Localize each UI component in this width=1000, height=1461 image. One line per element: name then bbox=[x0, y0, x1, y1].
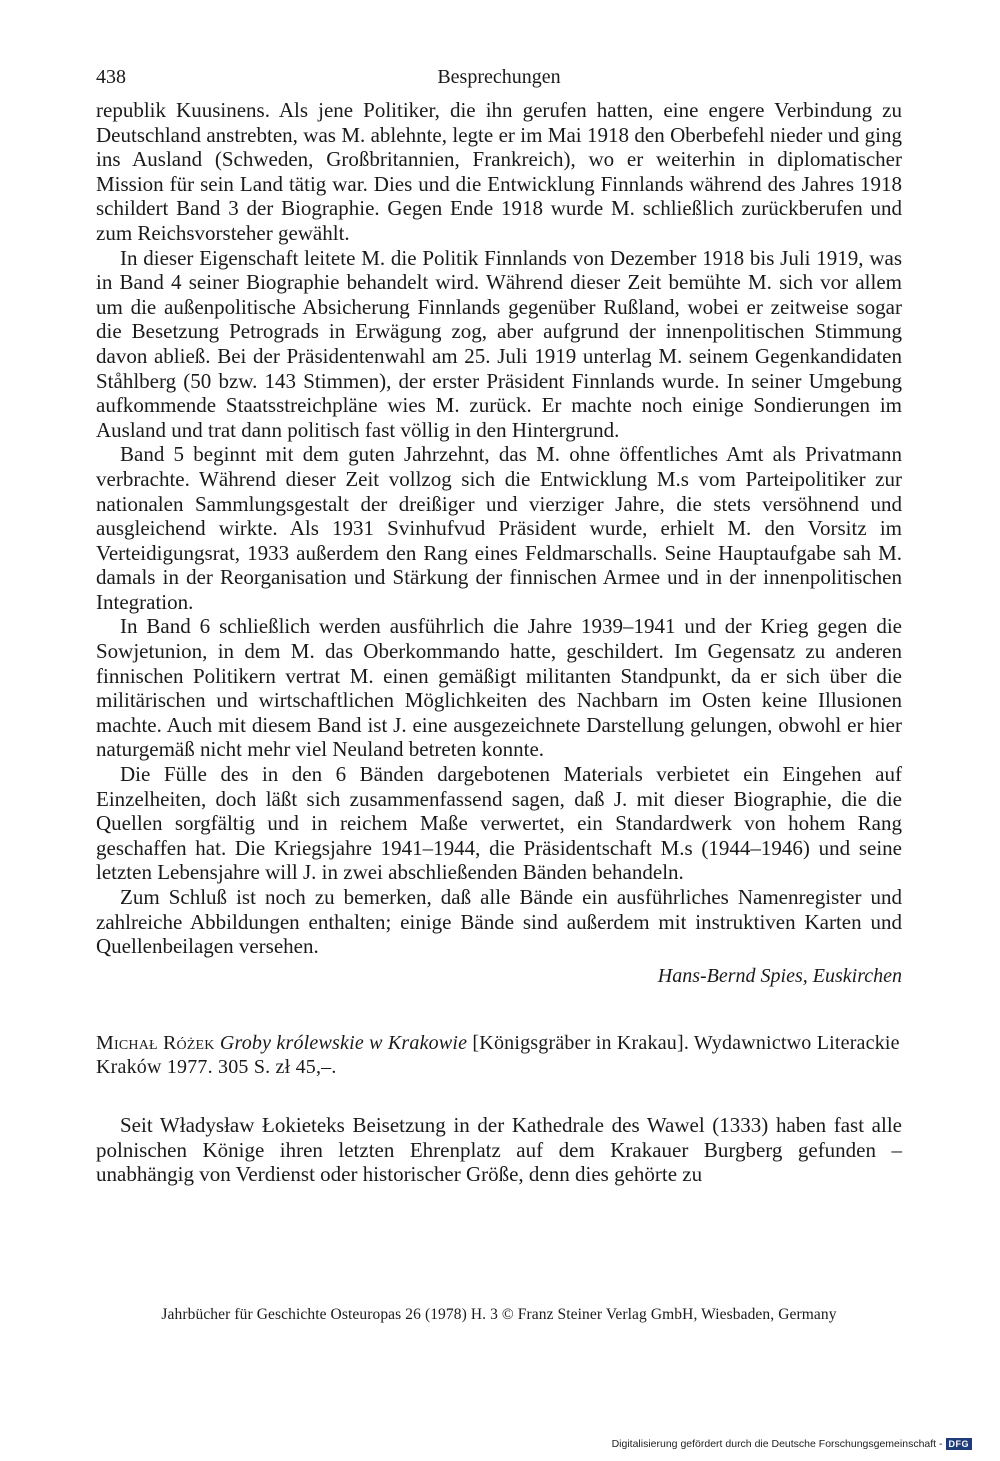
book-details: [Königsgräber in Krakau]. Wydawnictwo Literackie Kraków 1977. 305 S. zł 45,–. bbox=[96, 1031, 900, 1079]
page-number: 438 bbox=[96, 66, 126, 88]
paragraph: In Band 6 schließlich werden ausführlich die Jahre 1939–1941 und der Krieg gegen die Sowjetunion, in dem M. das Oberkommando hatte, geschildert. Im Gegensatz zu anderen finnischen Politikern vertrat M. einen gemäßigt militanten Standpunkt, da er sich über die militärischen und wirtschaftlichen Möglichkeiten des Nachbarn im Osten keine Illusionen machte. Auch mit diesem Band ist J. eine ausgezeichnete Darstellung gelungen, obwohl er hier naturgemäß nicht mehr viel Neuland betreten konnte. bbox=[96, 614, 902, 762]
paragraph: Die Fülle des in den 6 Bänden dargebotenen Materials verbietet ein Eingehen auf Einzelheiten, doch läßt sich zusammenfassend sagen, daß J. mit dieser Biographie, die die Quellen sorgfältig und in reichem Maße verwertet, ein Standardwerk von hohem Rang geschaffen hat. Die Kriegsjahre 1941–1944, die Präsidentschaft M.s (1944–1946) und seine letzten Lebensjahre will J. in zwei abschließenden Bänden behandeln. bbox=[96, 762, 902, 885]
digitization-note bbox=[612, 1438, 972, 1450]
running-title: Besprechungen bbox=[437, 66, 561, 88]
paragraph: republik Kuusinens. Als jene Politiker, die ihn gerufen hatten, eine engere Verbindung zu Deutschland anstrebten, was M. ablehnte, legte er im Mai 1918 den Oberbefehl nieder und ging ins Ausland (Schweden, Großbritannien, Frankreich), wo er weiterhin in diplomatischer Mission für sein Land tätig war. Dies und die Entwicklung Finnlands während des Jahres 1918 schildert Band 3 der Biographie. Gegen Ende 1918 wurde M. schließlich zurückberufen und zum Reichsvorsteher gewählt. bbox=[96, 98, 902, 245]
paragraph: In dieser Eigenschaft leitete M. die Politik Finnlands von Dezember 1918 bis Juli 1919, was in Band 4 seiner Biographie behandelt wird. Während dieser Zeit bemühte M. sich vor allem um die außenpolitische Absicherung Finnlands gegenüber Rußland, wobei er zeitweise sogar die Besetzung Petrograds in Erwägung zog, aber aufgrund der innenpolitischen Stimmung davon abließ. Bei der Präsidentenwahl am 25. Juli 1919 unterlag M. seinem Gegenkandidaten Ståhlberg (50 bzw. 143 Stimmen), der erster Präsident Finnlands wurde. In seiner Umgebung aufkommende Staatsstreichpläne wies M. zurück. Er machte noch einige Sondierungen im Ausland und trat dann politisch fast völlig in den Hintergrund. bbox=[96, 245, 902, 442]
book-title: Groby królewskie w Krakowie bbox=[219, 1031, 468, 1054]
page bbox=[96, 58, 902, 1187]
reviewer-signature: Hans-Bernd Spies, Euskirchen bbox=[657, 964, 902, 987]
page-header bbox=[96, 58, 902, 98]
dfg-logo: DFG bbox=[946, 1438, 973, 1450]
footer-citation: Jahrbücher für Geschichte Osteuropas 26 (1978) H. 3 © Franz Steiner Verlag GmbH, Wiesbaden, Germany bbox=[161, 1306, 837, 1323]
paragraph: Band 5 beginnt mit dem guten Jahrzehnt, das M. ohne öffentliches Amt als Privatmann verbrachte. Während dieser Zeit vollzog sich die Entwicklung M.s vom Parteipolitiker zur nationalen Sammlungsgestalt der dreißiger und vierziger Jahre, die stets versöhnend und ausgleichend wirkte. Als 1931 Svinhufvud Präsident wurde, erhielt M. den Vorsitz im Verteidigungsrat, 1933 außerdem den Rang eines Feldmarschalls. Seine Hauptaufgabe sah M. damals in der Reorganisation und Stärkung der finnischen Armee und in der innenpolitischen Integration. bbox=[96, 442, 902, 614]
review-2 bbox=[96, 1113, 902, 1187]
digitization-text: Digitalisierung gefördert durch die Deutsche Forschungsgemeinschaft - bbox=[611, 1438, 943, 1450]
paragraph: Zum Schluß ist noch zu bemerken, daß alle Bände ein ausführliches Namenregister und zahlreiche Abbildungen enthalten; einige Bände sind außerdem mit instruktiven Karten und Quellenbeilagen versehen. bbox=[96, 885, 902, 959]
bibliographic-entry bbox=[96, 1031, 902, 1080]
review-1 bbox=[96, 98, 902, 989]
book-author: Michał Różek bbox=[96, 1031, 215, 1054]
paragraph: Seit Władysław Łokieteks Beisetzung in der Kathedrale des Wawel (1333) haben fast alle polnischen Könige ihren letzten Ehrenplatz auf dem Krakauer Burgberg gefunden – unabhängig von Verdienst oder historischer Größe, denn dies gehörte zu bbox=[96, 1112, 902, 1187]
